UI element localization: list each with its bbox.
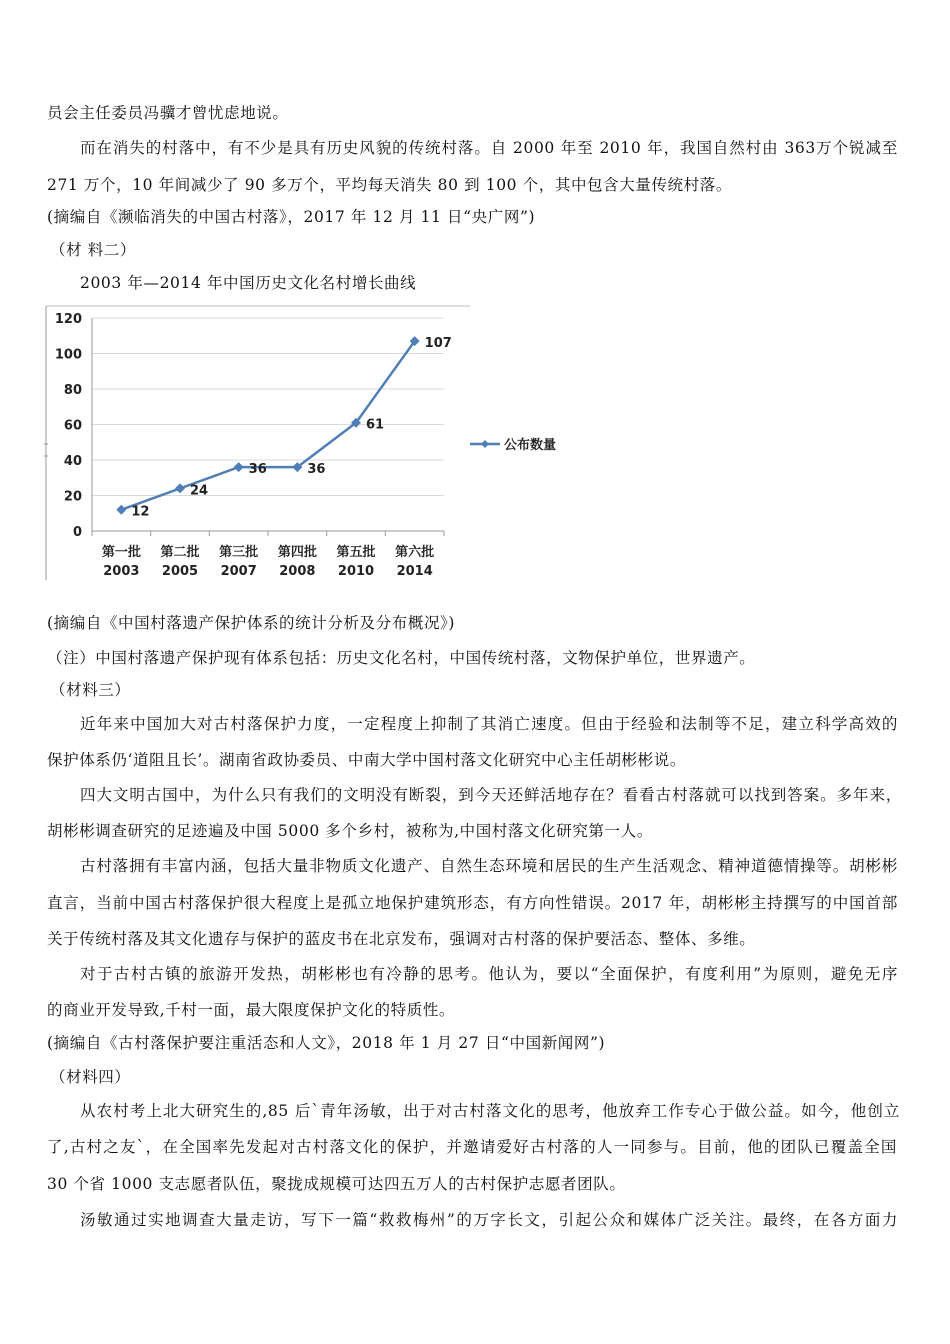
paragraph-line: 四大文明古国中，为什么只有我们的文明没有断裂，到今天还鲜活地存在？看看古村落就可以找到答案。多年来， (80, 786, 902, 804)
x-category-label: 第一批 (101, 545, 141, 560)
chart-title: 2003 年—2014 年中国历史文化名村增长曲线 (80, 274, 417, 292)
paragraph-line: 保护体系仍‘道阻且长’。湖南省政协委员、中南大学中国村落文化研究中心主任胡彬彬说。 (47, 751, 686, 769)
paragraph-line: 从农村考上北大研究生的,85 后`青年汤敏，出于对古村落文化的思考，他放弃工作专心于做公益。如今，他创立 (80, 1102, 900, 1120)
paragraph-line: 古村落拥有丰富内涵，包括大量非物质文化遗产、自然生态环境和居民的生产生活观念、精神道德情操等。胡彬彬 (80, 857, 898, 875)
chart-svg (30, 298, 590, 598)
data-point-marker (175, 483, 185, 493)
data-label: 61 (366, 417, 385, 433)
x-category-label: 第五批 (336, 545, 376, 560)
chart-axes (55, 312, 444, 579)
data-label: 12 (131, 504, 150, 520)
x-category-label: 第三批 (219, 545, 259, 560)
data-point-marker (116, 505, 126, 515)
data-label: 36 (248, 462, 267, 478)
y-tick-label: 120 (54, 312, 82, 327)
paragraph-line: 对于古村古镇的旅游开发热，胡彬彬也有冷静的思考。他认为，要以“全面保护，有度利用”为原则，避免无序 (80, 965, 898, 983)
paragraph-line: 30 个省 1000 支志愿者队伍，聚拢成规模可达四五万人的古村保护志愿者团队。 (47, 1175, 626, 1193)
source-citation: (摘编自《中国村落遗产保护体系的统计分析及分布概况》) (47, 614, 456, 632)
y-tick-label: 60 (63, 418, 82, 434)
data-label: 24 (190, 483, 209, 499)
chart-legend (470, 437, 556, 453)
section-heading: （材料四） (50, 1068, 131, 1086)
data-label: 36 (307, 462, 326, 478)
paragraph-line: 近年来中国加大对古村落保护力度，一定程度上抑制了其消亡速度。但由于经验和法制等不足，建立科学高效的 (80, 715, 898, 733)
x-category-label: 第四批 (277, 545, 317, 560)
paragraph-line: 而在消失的村落中，有不少是具有历史风貌的传统村落。自 2000 年至 2010 年，我国自然村由 363万个锐减至 (80, 139, 898, 157)
paragraph-line: 的商业开发导致,千村一面，最大限度保护文化的特质性。 (47, 1001, 456, 1019)
paragraph-line: 直言，当前中国古村落保护很大程度上是孤立地保护建筑形态，有方向性错误。2017 年，胡彬彬主持撰写的中国首部 (47, 894, 898, 912)
paragraph-line: 员会主任委员冯骥才曾忧虑地说。 (47, 104, 289, 122)
data-label: 107 (424, 336, 452, 352)
line-chart (30, 298, 590, 598)
y-tick-label: 40 (63, 454, 82, 469)
paragraph-line: 汤敏通过实地调查大量走访，写下一篇“救救梅州”的万字长文，引起公众和媒体广泛关注。最终，在各方面力 (80, 1211, 898, 1229)
x-category-label: 第二批 (160, 545, 200, 560)
y-tick-label: 80 (63, 383, 82, 398)
y-tick-label: 0 (72, 525, 82, 540)
source-citation: (摘编自《古村落保护要注重活态和人文》，2018 年 1 月 27 日“中国新闻网”) (47, 1034, 606, 1052)
data-point-marker (234, 462, 244, 472)
x-year-label: 2008 (279, 564, 316, 579)
paragraph-line: 了,古村之友`，在全国率先发起对古村落文化的保护，并邀请爱好古村落的人一同参与。目前，他的团队已覆盖全国 (47, 1138, 897, 1156)
x-year-label: 2014 (396, 564, 433, 579)
y-tick-label: 100 (54, 347, 82, 363)
chart-gridlines (92, 318, 444, 499)
y-tick-label: 20 (63, 489, 82, 505)
x-year-label: 2010 (337, 564, 375, 579)
paragraph-line: 关于传统村落及其文化遗存与保护的蓝皮书在北京发布，强调对古村落的保护要活态、整体、多维。 (47, 930, 756, 948)
paragraph-line: 胡彬彬调查研究的足迹遍及中国 5000 多个乡村，被称为,中国村落文化研究第一人。 (47, 822, 653, 840)
source-citation: (摘编自《濒临消失的中国古村落》，2017 年 12 月 11 日“央广网”) (47, 208, 536, 226)
legend-label: 公布数量 (504, 438, 557, 453)
paragraph-line: 271 万个，10 年间减少了 90 多万个，平均每天消失 80 到 100 个，其中包含大量传统村落。 (47, 176, 732, 194)
note-line: （注）中国村落遗产保护现有体系包括：历史文化名村，中国传统村落，文物保护单位，世界遗产。 (47, 649, 756, 667)
legend-marker (481, 440, 489, 448)
x-category-label: 第六批 (395, 545, 435, 560)
x-year-label: 2003 (103, 564, 140, 579)
x-year-label: 2007 (220, 564, 257, 579)
section-heading: （材料三） (50, 681, 131, 699)
x-year-label: 2005 (161, 564, 199, 579)
section-heading: （材 料二） (50, 241, 137, 259)
